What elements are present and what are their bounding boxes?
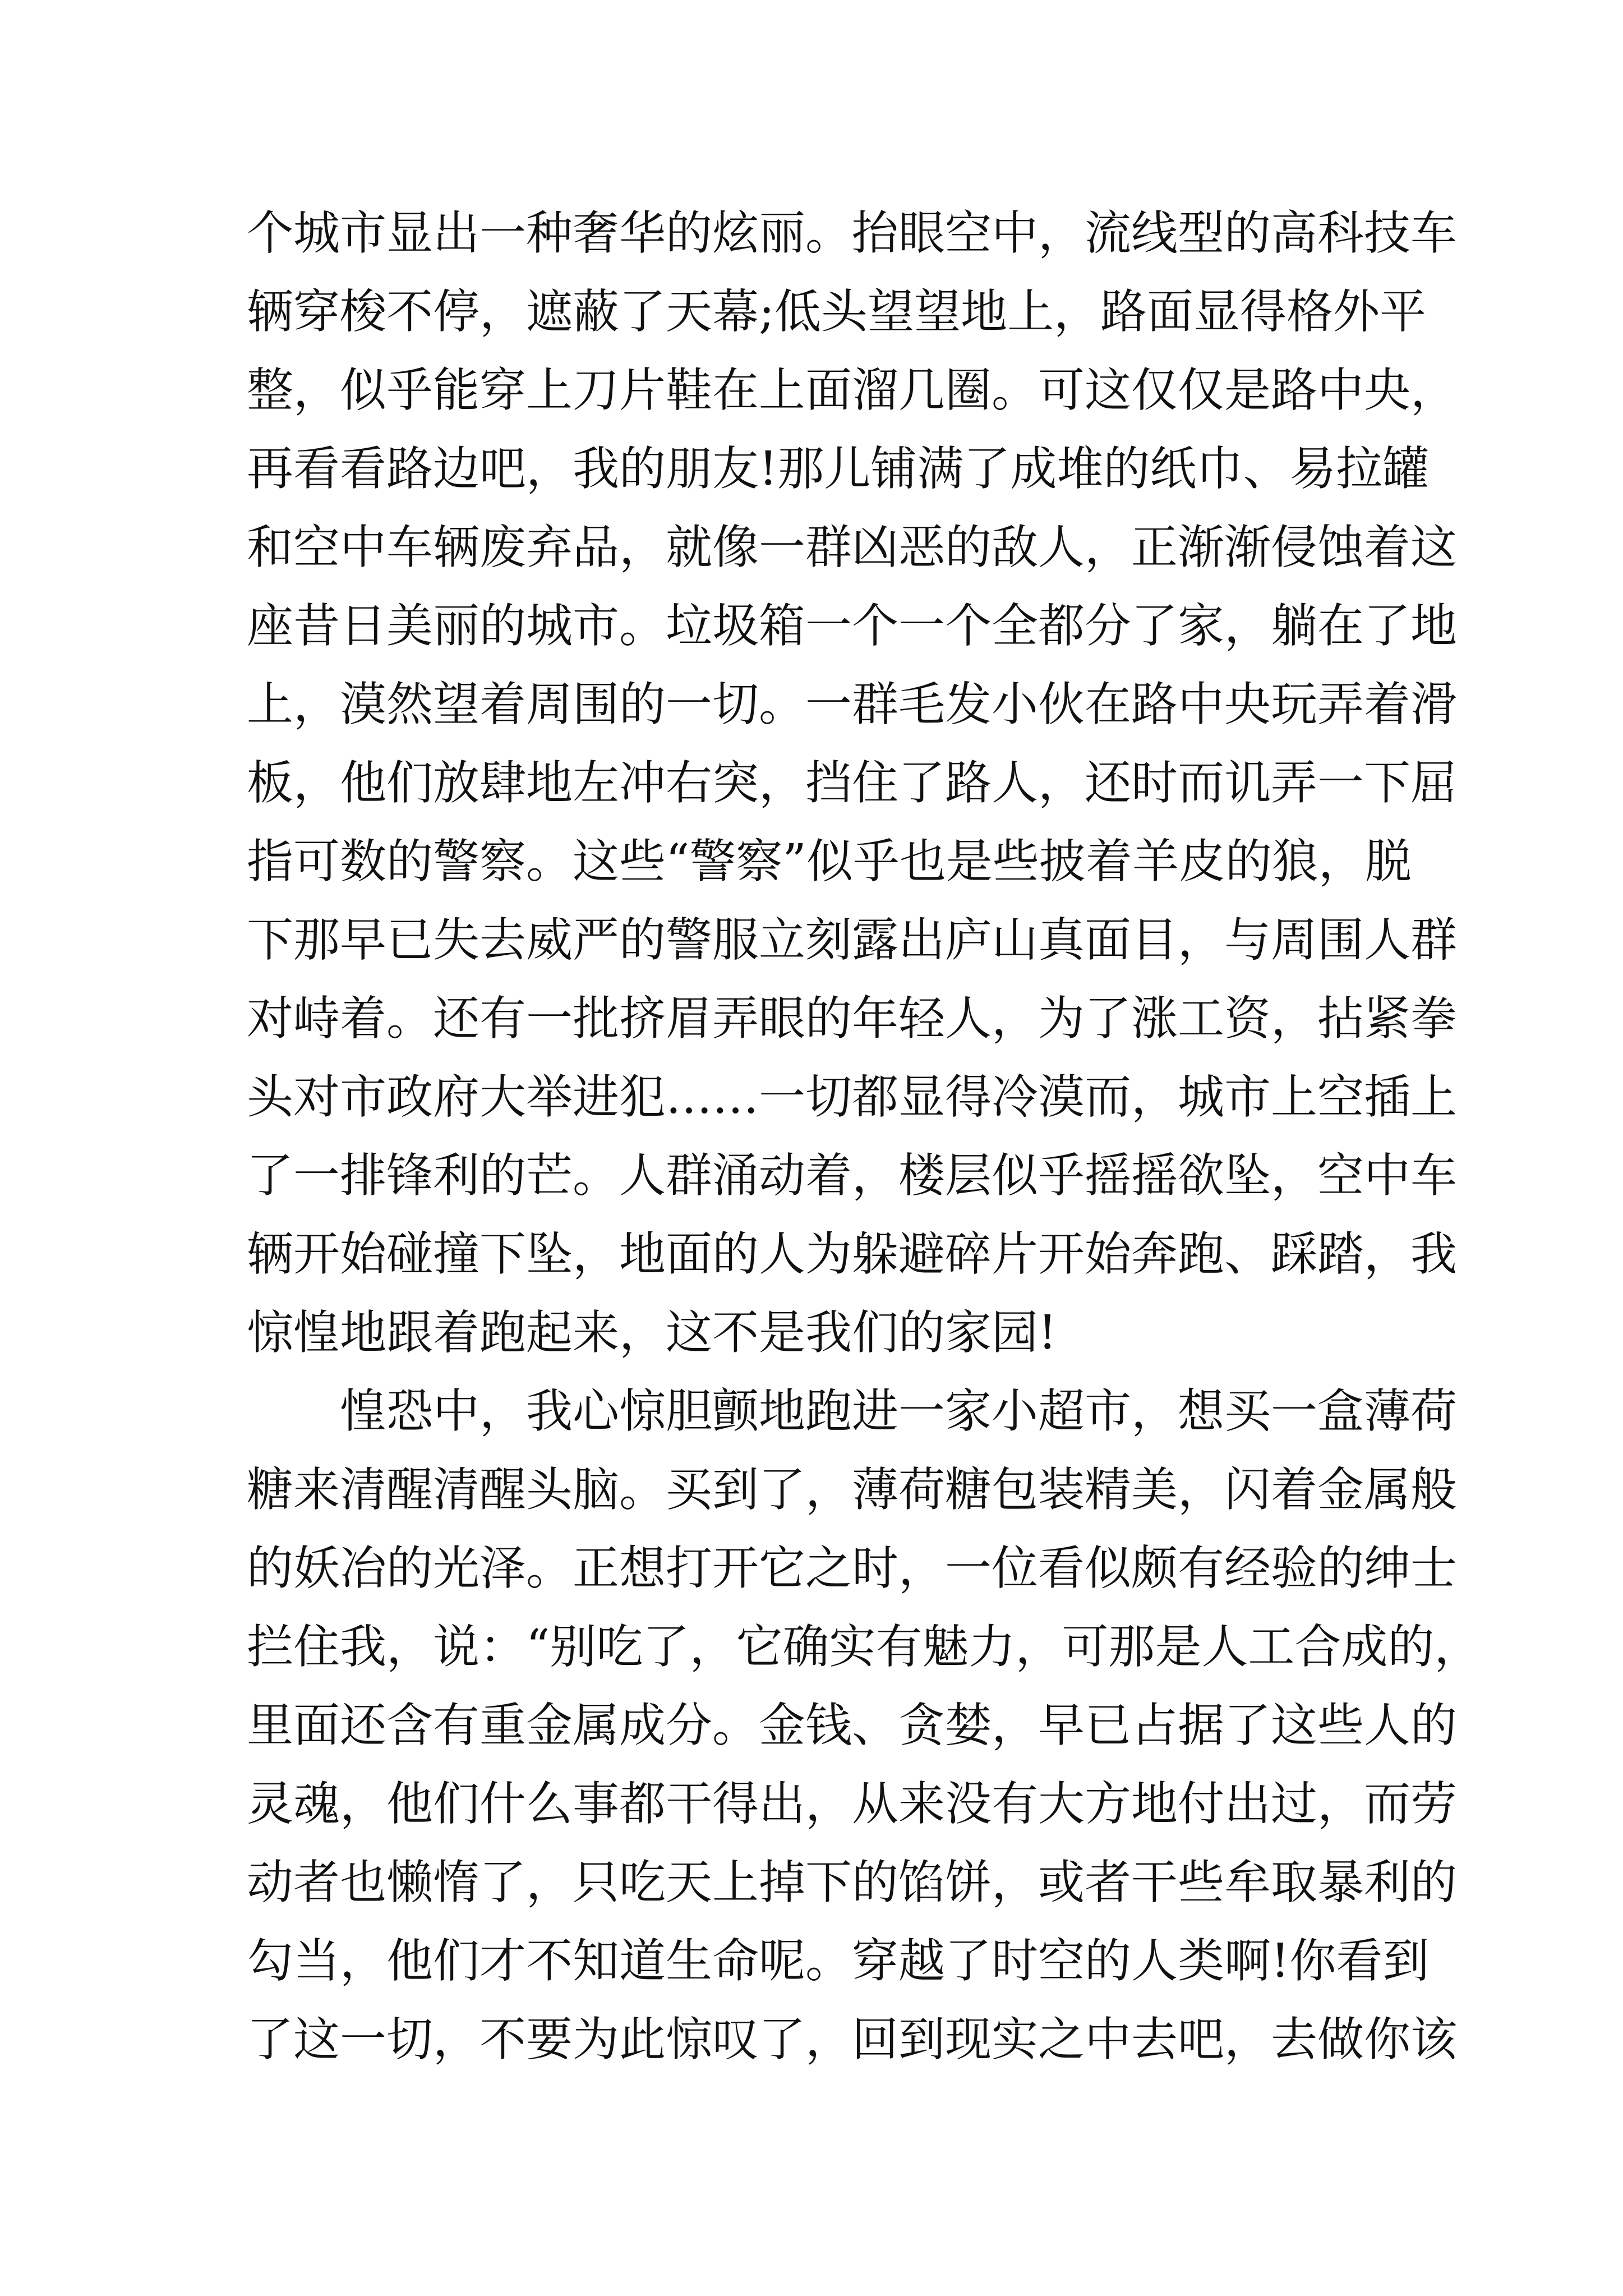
text-line: 板，他们放肆地左冲右突，挡住了路人，还时而讥弄一下屈 — [247, 756, 1457, 810]
text-line: 个城市显出一种奢华的炫丽。抬眼空中，流线型的高科技车 — [247, 206, 1457, 260]
text-line: 辆开始碰撞下坠，地面的人为躲避碎片开始奔跑、踩踏，我 — [247, 1227, 1457, 1281]
text-line: 了一排锋利的芒。人群涌动着，楼层似乎摇摇欲坠，空中车 — [247, 1148, 1457, 1203]
text-line: 指可数的警察。这些“警察”似乎也是些披着羊皮的狼，脱 — [247, 834, 1412, 889]
text-line: 下那早已失去威严的警服立刻露出庐山真面目，与周围人群 — [247, 913, 1457, 967]
text-line: 惶恐中，我心惊胆颤地跑进一家小超市，想买一盒薄荷 — [340, 1384, 1457, 1438]
text-line: 座昔日美丽的城市。垃圾箱一个一个全都分了家，躺在了地 — [247, 599, 1457, 653]
text-line: 对峙着。还有一批挤眉弄眼的年轻人，为了涨工资，拈紧拳 — [247, 991, 1457, 1046]
text-line: 辆穿梭不停，遮蔽了天幕;低头望望地上，路面显得格外平 — [247, 284, 1426, 339]
text-line: 灵魂，他们什么事都干得出，从来没有大方地付出过，而劳 — [247, 1777, 1457, 1831]
text-line: 和空中车辆废弃品，就像一群凶恶的敌人，正渐渐侵蚀着这 — [247, 520, 1457, 574]
text-line: 里面还含有重金属成分。金钱、贪婪，早已占据了这些人的 — [247, 1698, 1457, 1752]
body-text — [247, 194, 1481, 2079]
text-line: 动者也懒惰了，只吃天上掉下的馅饼，或者干些牟取暴利的 — [247, 1855, 1457, 1910]
text-line: 糖来清醒清醒头脑。买到了，薄荷糖包装精美，闪着金属般 — [247, 1462, 1457, 1517]
text-line: 再看看路边吧，我的朋友!那儿铺满了成堆的纸巾、易拉罐 — [247, 441, 1430, 496]
text-line: 拦住我，说：“别吃了，它确实有魅力，可那是人工合成的， — [247, 1619, 1481, 1674]
text-line: 上，漠然望着周围的一切。一群毛发小伙在路中央玩弄着滑 — [247, 677, 1457, 731]
text-line: 整，似乎能穿上刀片鞋在上面溜几圈。可这仅仅是路中央， — [247, 363, 1457, 417]
text-line: 的妖冶的光泽。正想打开它之时，一位看似颇有经验的绅士 — [247, 1541, 1457, 1595]
text-line: 勾当，他们才不知道生命呢。穿越了时空的人类啊!你看到 — [247, 1934, 1430, 1988]
text-line: 惊惶地跟着跑起来，这不是我们的家园! — [247, 1305, 1057, 1360]
text-line: 了这一切，不要为此惊叹了，回到现实之中去吧，去做你该 — [247, 2012, 1457, 2067]
text-line: 头对市政府大举进犯……一切都显得冷漠而，城市上空插上 — [247, 1070, 1457, 1124]
